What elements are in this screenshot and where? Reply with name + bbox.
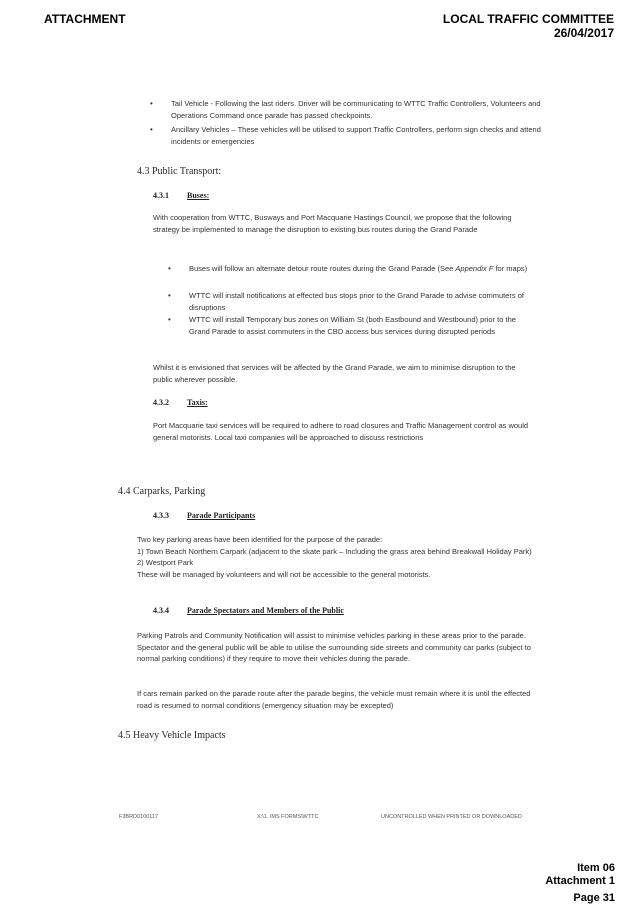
buses-closing-paragraph: Whilst it is envisioned that services will be affected by the Grand Parade, we aim to minimise disruption to the public wherever possible.: [153, 363, 516, 384]
bullet-temporary-bus-zones: • WTTC will install Temporary bus zones on William St (both Eastbound and Westbound) prior to the Grand Parade to assist commuters in the CBD access bus services during disrupted periods: [168, 315, 516, 336]
header-date: 26/04/2017: [553, 26, 614, 40]
appendix-f-reference: Appendix F: [455, 264, 494, 273]
bullet-ancillary-vehicles: • Ancillary Vehicles – These vehicles will be utilised to support Traffic Controllers, perform sign checks and attend incidents or emergencies: [150, 125, 541, 146]
taxis-paragraph: Port Macquarie taxi services will be required to adhere to road closures and Traffic Management control as would general motorists. Local taxi companies will be approached to discuss restrictions: [153, 421, 529, 442]
header-committee: [443, 12, 614, 40]
parade-participants-block: [137, 534, 537, 580]
spectators-paragraph-1: Parking Patrols and Community Notification will assist to minimise vehicles parking in these areas prior to the parade. Spectator and the general public will be able to utilise the surrounding side streets and community car parks (subject to normal parking conditions) if they require to move their vehicles during the parade.: [137, 631, 531, 664]
footer-file-path: X:\1. IMS FORMS\WTTC: [257, 814, 319, 820]
attachment-number: Attachment 1: [545, 875, 615, 887]
heading-4-3-2-taxis: 4.3.2 Taxis:: [153, 398, 208, 407]
bullet-dot-icon: •: [150, 125, 153, 134]
bullet-bus-detour: • Buses will follow an alternate detour route routes during the Grand Parade (See Appendix F for maps): [168, 264, 528, 273]
bullet-dot-icon: •: [168, 315, 171, 324]
parking-managed-note: These will be managed by volunteers and will not be accessible to the general motorists.: [137, 569, 431, 579]
parking-area-westport: 2) Westport Park: [137, 558, 194, 568]
heading-4-5-heavy-vehicle-impacts: 4.5 Heavy Vehicle Impacts: [118, 730, 226, 741]
heading-4-3-4-parade-spectators: 4.3.4 Parade Spectators and Members of the Public: [153, 606, 344, 615]
bottom-right-info: [545, 862, 615, 905]
bullet-dot-icon: •: [168, 264, 171, 273]
parking-areas-intro: Two key parking areas have been identified for the purpose of the parade:: [137, 535, 383, 544]
parking-area-town-beach: 1) Town Beach Northern Carpark (adjacent to the skate park – Including the grass area behind Breakwall Holiday Park): [137, 546, 532, 556]
spectators-paragraph-2: If cars remain parked on the parade route after the parade begins, the vehicle must remain where it is until the effected road is resumed to normal conditions (emergency situation may be excepted): [137, 689, 531, 710]
header-committee-title: LOCAL TRAFFIC COMMITTEE: [442, 12, 614, 26]
bullet-dot-icon: •: [168, 291, 171, 300]
item-number: Item 06: [577, 862, 615, 874]
page-number: Page 31: [573, 892, 615, 904]
heading-4-4-carparks-parking: 4.4 Carparks, Parking: [118, 486, 206, 497]
buses-intro-paragraph: With cooperation from WTTC, Busways and Port Macquarie Hastings Council, we propose that the following strategy be implemented to manage the disruption to existing bus routes during the Grand Parade: [153, 213, 512, 234]
footer-doc-code: F3BRD0100117: [119, 814, 159, 820]
heading-4-3-1-buses: 4.3.1 Buses:: [153, 191, 210, 200]
heading-4-3-3-parade-participants: 4.3.3 Parade Participants: [153, 511, 256, 520]
bullet-bus-notifications: • WTTC will install notifications at effected bus stops prior to the Grand Parade to advise commuters of disruptions: [168, 291, 525, 312]
header-attachment-label: ATTACHMENT: [44, 12, 126, 26]
bullet-tail-vehicle: • Tail Vehicle - Following the last riders. Driver will be communicating to WTTC Traffic Controllers, Volunteers and Operations Command once parade has passed checkpoints.: [150, 99, 541, 120]
footer-uncontrolled-notice: UNCONTROLLED WHEN PRINTED OR DOWNLOADED: [381, 814, 522, 820]
bullet-dot-icon: •: [150, 99, 153, 108]
heading-4-3-public-transport: 4.3 Public Transport:: [137, 166, 222, 177]
